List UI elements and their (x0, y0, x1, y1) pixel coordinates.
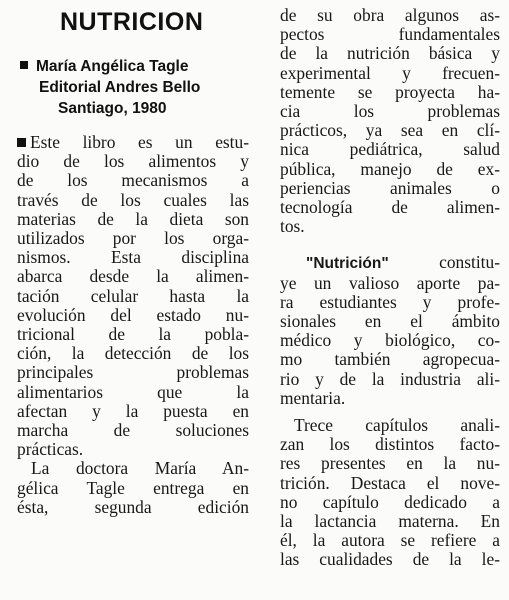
body-line: de su obra algunos as- (280, 5, 500, 25)
body-line: zan los distintos facto- (280, 434, 500, 455)
body-line: evolución del estado nu- (17, 304, 249, 325)
body-line: "Nutrición" constitu- (306, 252, 500, 273)
body-line: prácticas. (17, 439, 84, 460)
body-line: ésta, segunda edición (17, 496, 249, 517)
body-line: materias de la dieta son (17, 208, 249, 229)
body-line: alimentarios que la (17, 381, 249, 402)
body-line: cia los problemas (280, 101, 500, 122)
body-line: utilizados por los orga- (17, 228, 249, 249)
body-line: nica pediátrica, salud (280, 139, 500, 160)
author-line (20, 56, 265, 77)
body-line: dio de los alimentos y (17, 151, 249, 172)
body-line: tecnología de alimen- (280, 197, 500, 218)
body-line: marcha de soluciones (17, 420, 249, 441)
author-name: María Angélica Tagle (36, 58, 189, 75)
body-line: ción, la detección de los (17, 343, 249, 364)
body-line: Este libro es un estu- (17, 133, 249, 152)
body-line: tricional de la pobla- (17, 324, 249, 345)
body-line: periencias animales o (280, 177, 500, 198)
body-line: tos. (280, 216, 305, 237)
body-line: sionales en el ámbito (280, 311, 500, 332)
bullet-square-icon (17, 138, 26, 147)
book-title-emphasis: "Nutrición" (306, 255, 389, 273)
body-line: La doctora María An- (31, 458, 249, 479)
body-line: ye un valioso aporte pa- (280, 272, 500, 293)
body-line: afectan y la puesta en (17, 400, 249, 421)
body-line: tación celular hasta la (17, 285, 249, 306)
body-line: la lactancia materna. En (280, 511, 500, 532)
body-line: principales problemas (17, 362, 249, 383)
body-line: abarca desde la alimen- (17, 266, 249, 287)
body-line: las cualidades de la le- (280, 549, 500, 570)
body-line: de la nutrición básica y (280, 43, 500, 64)
body-line: pectos fundamentales (280, 24, 500, 45)
body-line: Trece capítulos anali- (294, 415, 500, 436)
body-line: médico y biológico, co- (280, 330, 500, 351)
body-line: mentaria. (280, 387, 346, 408)
body-line: rio y de la industria ali- (280, 368, 500, 389)
body-line: experimental y frecuen- (280, 62, 500, 83)
book-credits (20, 56, 265, 119)
body-line: res presentes en la nu- (280, 453, 500, 474)
body-column-right (280, 6, 500, 570)
body-line: nismos. Esta disciplina (17, 247, 249, 268)
publisher-line: Editorial Andres Bello (39, 79, 201, 96)
body-line: temente se proyecta ha- (280, 81, 500, 102)
article-title: NUTRICION (60, 8, 204, 36)
body-line: través de los cuales las (17, 189, 249, 210)
body-line: pública, manejo de ex- (280, 158, 500, 179)
body-line: él, la autora se refiere a (280, 530, 500, 551)
body-column-left (17, 133, 249, 517)
body-line: mo también agropecua- (280, 349, 500, 370)
body-line: prácticos, ya sea en clí- (280, 120, 500, 141)
body-line: ra estudiantes y profe- (280, 291, 500, 312)
body-line: no capítulo dedicado a (280, 491, 500, 512)
bullet-square-icon (20, 61, 28, 69)
body-line: gélica Tagle entrega en (17, 477, 249, 498)
place-year-line: Santiago, 1980 (58, 100, 167, 117)
body-line: trición. Destaca el nove- (280, 472, 500, 493)
body-line: de los mecanismos a (17, 170, 249, 191)
